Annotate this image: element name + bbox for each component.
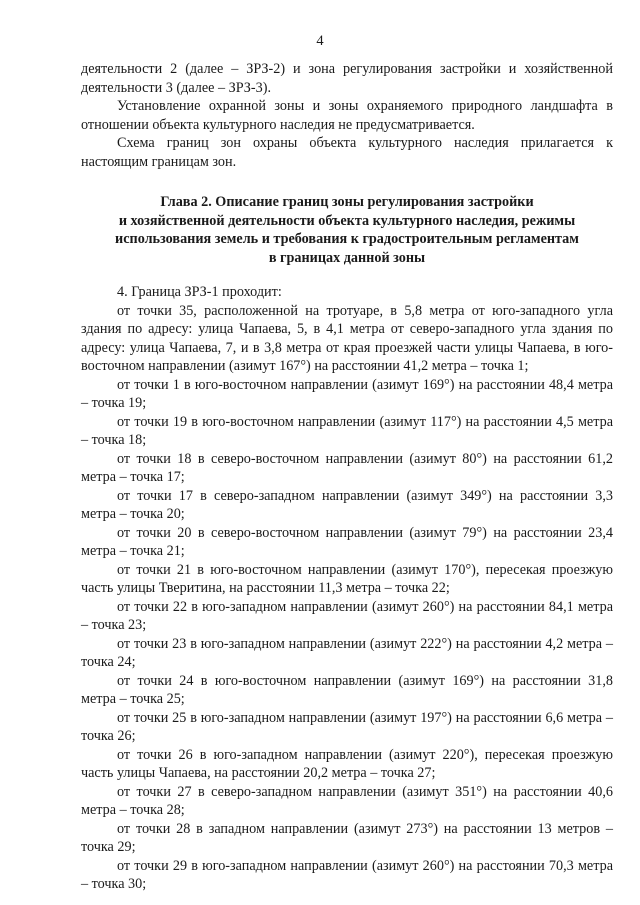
section-4-title: 4. Граница ЗРЗ-1 проходит: — [117, 284, 282, 300]
boundary-paragraph-point-22: от точки 22 в юго-западном направлении (азимут 260°) на расстоянии 84,1 метра – точка 23; — [81, 598, 613, 633]
chapter-heading-line-4: в границах данной зоны — [268, 249, 426, 266]
boundary-paragraph-point-29: от точки 29 в юго-западном направлении (азимут 260°) на расстоянии 70,3 метра – точка 30; — [81, 857, 613, 892]
intro-paragraph-3: Схема границ зон охраны объекта культурного наследия прилагается к настоящим границам зон. — [81, 135, 613, 170]
chapter-heading-line-3: использования земель и требования к градостроительным регламентам — [115, 231, 579, 247]
boundary-paragraph-point-18: от точки 18 в северо-восточном направлении (азимут 80°) на расстоянии 61,2 метра – точка 17; — [81, 450, 613, 485]
intro-paragraph-1: деятельности 2 (далее – ЗРЗ-2) и зона регулирования застройки и хозяйственной деятельности 3 (далее – ЗРЗ-3). — [81, 61, 613, 96]
boundary-paragraph-point-28: от точки 28 в западном направлении (азимут 273°) на расстоянии 13 метров – точка 29; — [81, 820, 613, 855]
intro-paragraph-2: Установление охранной зоны и зоны охраняемого природного ландшафта в отношении объекта культурного наследия не предусматривается. — [81, 98, 613, 133]
boundary-paragraph-point-17: от точки 17 в северо-западном направлении (азимут 349°) на расстоянии 3,3 метра – точка 20; — [81, 487, 613, 522]
chapter-heading-line-1: Глава 2. Описание границ зоны регулирования застройки — [160, 194, 534, 210]
boundary-paragraph-point-24: от точки 24 в юго-восточном направлении (азимут 169°) на расстоянии 31,8 метра – точка 25; — [81, 672, 613, 707]
boundary-paragraph-point-1: от точки 1 в юго-восточном направлении (азимут 169°) на расстоянии 48,4 метра – точка 19; — [81, 376, 613, 411]
boundary-paragraph-point-27: от точки 27 в северо-западном направлении (азимут 351°) на расстоянии 40,6 метра – точка 28; — [81, 783, 613, 818]
chapter-heading — [81, 193, 613, 267]
page-content — [81, 60, 613, 894]
boundary-paragraph-point-20: от точки 20 в северо-восточном направлении (азимут 79°) на расстоянии 23,4 метра – точка 21; — [81, 524, 613, 559]
chapter-heading-line-2: и хозяйственной деятельности объекта культурного наследия, режимы — [118, 212, 576, 229]
boundary-paragraph-point-21: от точки 21 в юго-восточном направлении (азимут 170°), пересекая проезжую часть улицы Тверитина, на расстоянии 11,3 метра – точка 22; — [81, 561, 613, 596]
boundary-paragraph-point-19: от точки 19 в юго-восточном направлении (азимут 117°) на расстоянии 4,5 метра – точка 18; — [81, 413, 613, 448]
boundary-paragraph-point-26: от точки 26 в юго-западном направлении (азимут 220°), пересекая проезжую часть улицы Чапаева, на расстоянии 20,2 метра – точка 27; — [81, 746, 613, 781]
boundary-paragraph-point-35: от точки 35, расположенной на тротуаре, в 5,8 метра от юго-западного угла здания по адресу: улица Чапаева, 5, в 4,1 метра от северо-западного угла здания по адресу: улица Чапаева, 7, и в 3,8 метра от края проезжей части улицы Чапаева, в юго-восточном направлении (азимут 167°) на расстоянии 41,2 метра – точка 1; — [81, 302, 613, 374]
boundary-paragraph-point-25: от точки 25 в юго-западном направлении (азимут 197°) на расстоянии 6,6 метра – точка 26; — [81, 709, 613, 744]
page-number: 4 — [316, 33, 324, 49]
boundary-paragraph-point-23: от точки 23 в юго-западном направлении (азимут 222°) на расстоянии 4,2 метра – точка 24; — [81, 635, 613, 670]
